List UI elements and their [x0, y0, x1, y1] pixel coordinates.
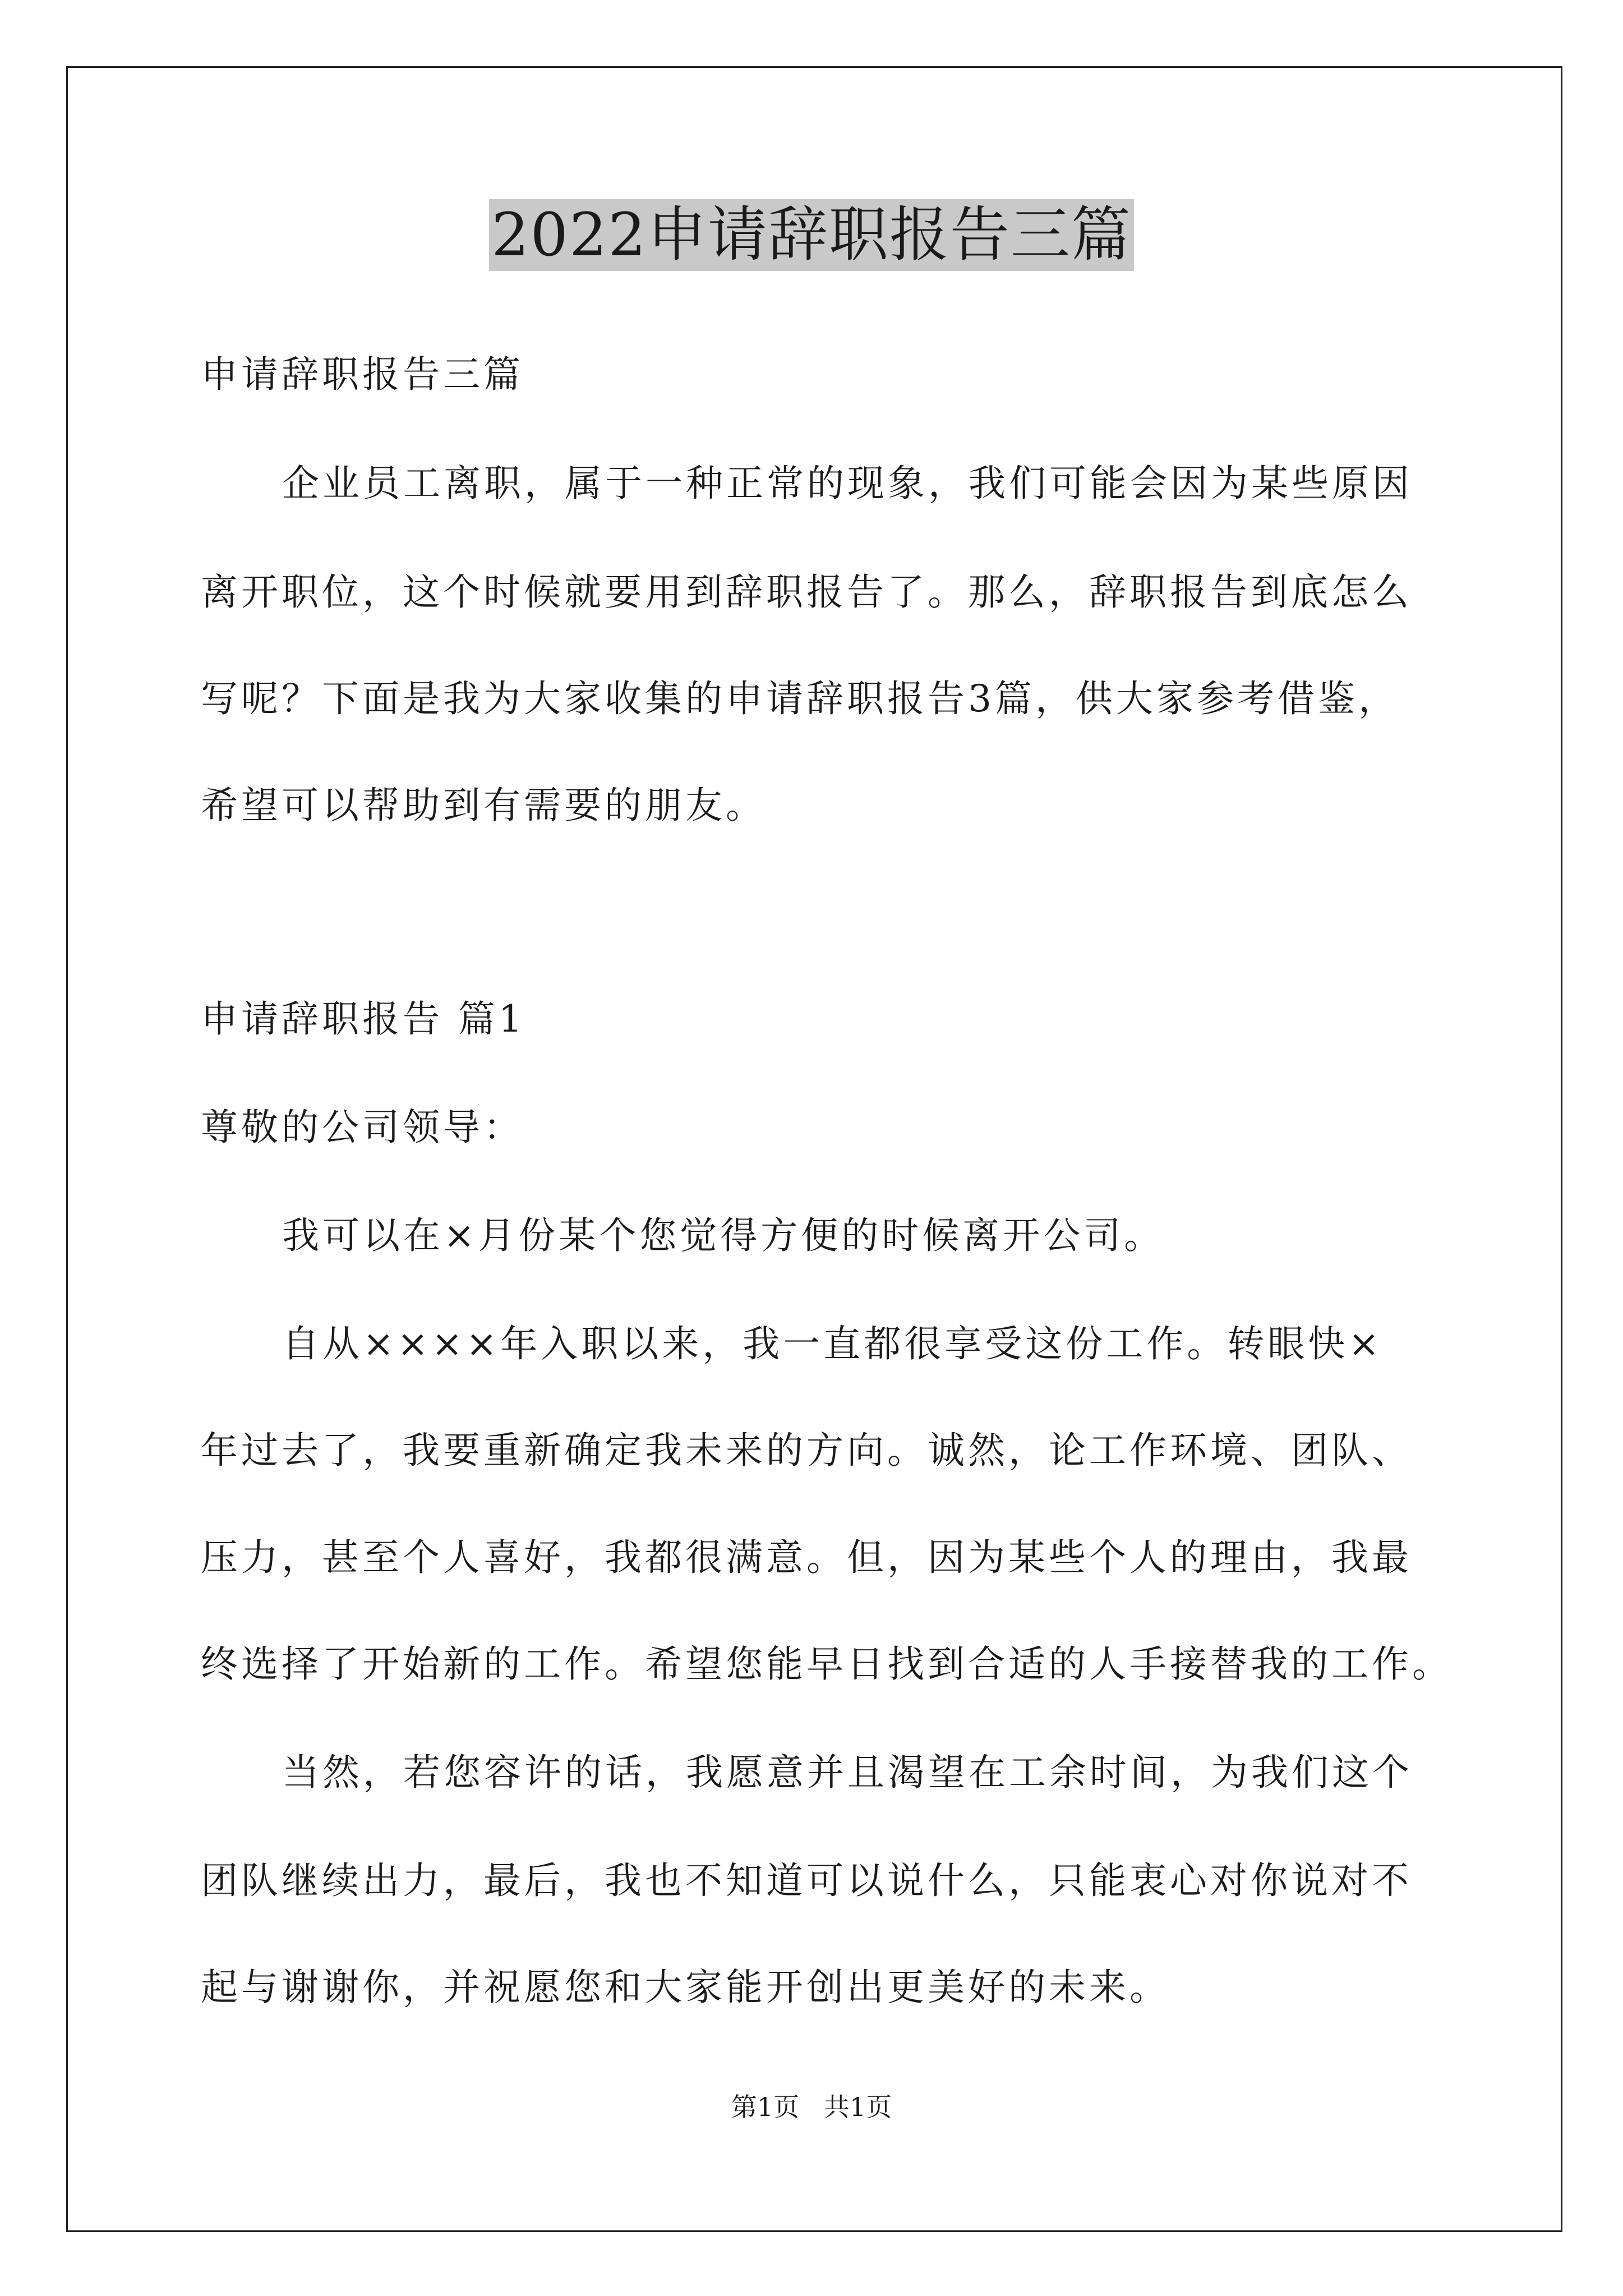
body-line-1: 我可以在×月份某个您觉得方便的时候离开公司。: [282, 1214, 1165, 1257]
body-line-2: 自从××××年入职以来，我一直都很享受这份工作。转眼快×: [282, 1322, 1383, 1365]
page-number-footer: 第1页 共1页: [731, 2092, 892, 2122]
intro-line-3: 写呢？下面是我为大家收集的申请辞职报告3篇，供大家参考借鉴，: [201, 677, 1399, 720]
salutation: 尊敬的公司领导：: [201, 1106, 524, 1149]
document-title-text: 2022申请辞职报告三篇: [489, 199, 1134, 271]
section-heading: 申请辞职报告 篇1: [201, 997, 525, 1041]
subtitle: 申请辞职报告三篇: [201, 353, 524, 396]
intro-line-2: 离开职位，这个时候就要用到辞职报告了。那么，辞职报告到底怎么: [201, 570, 1412, 614]
body-line-5: 终选择了开始新的工作。希望您能早日找到合适的人手接替我的工作。: [201, 1642, 1453, 1686]
body-line-8: 起与谢谢你，并祝愿您和大家能开创出更美好的未来。: [201, 1966, 1170, 2009]
intro-line-4: 希望可以帮助到有需要的朋友。: [201, 784, 766, 827]
intro-line-1: 企业员工离职，属于一种正常的现象，我们可能会因为某些原因: [282, 462, 1413, 505]
body-line-4: 压力，甚至个人喜好，我都很满意。但，因为某些个人的理由，我最: [201, 1536, 1412, 1579]
body-line-6: 当然，若您容许的话，我愿意并且渴望在工余时间，为我们这个: [282, 1751, 1413, 1794]
body-line-7: 团队继续出力，最后，我也不知道可以说什么，只能衷心对你说对不: [201, 1859, 1412, 1902]
document-title: [0, 199, 1623, 271]
body-line-3: 年过去了，我要重新确定我未来的方向。诚然，论工作环境、团队、: [201, 1429, 1412, 1472]
